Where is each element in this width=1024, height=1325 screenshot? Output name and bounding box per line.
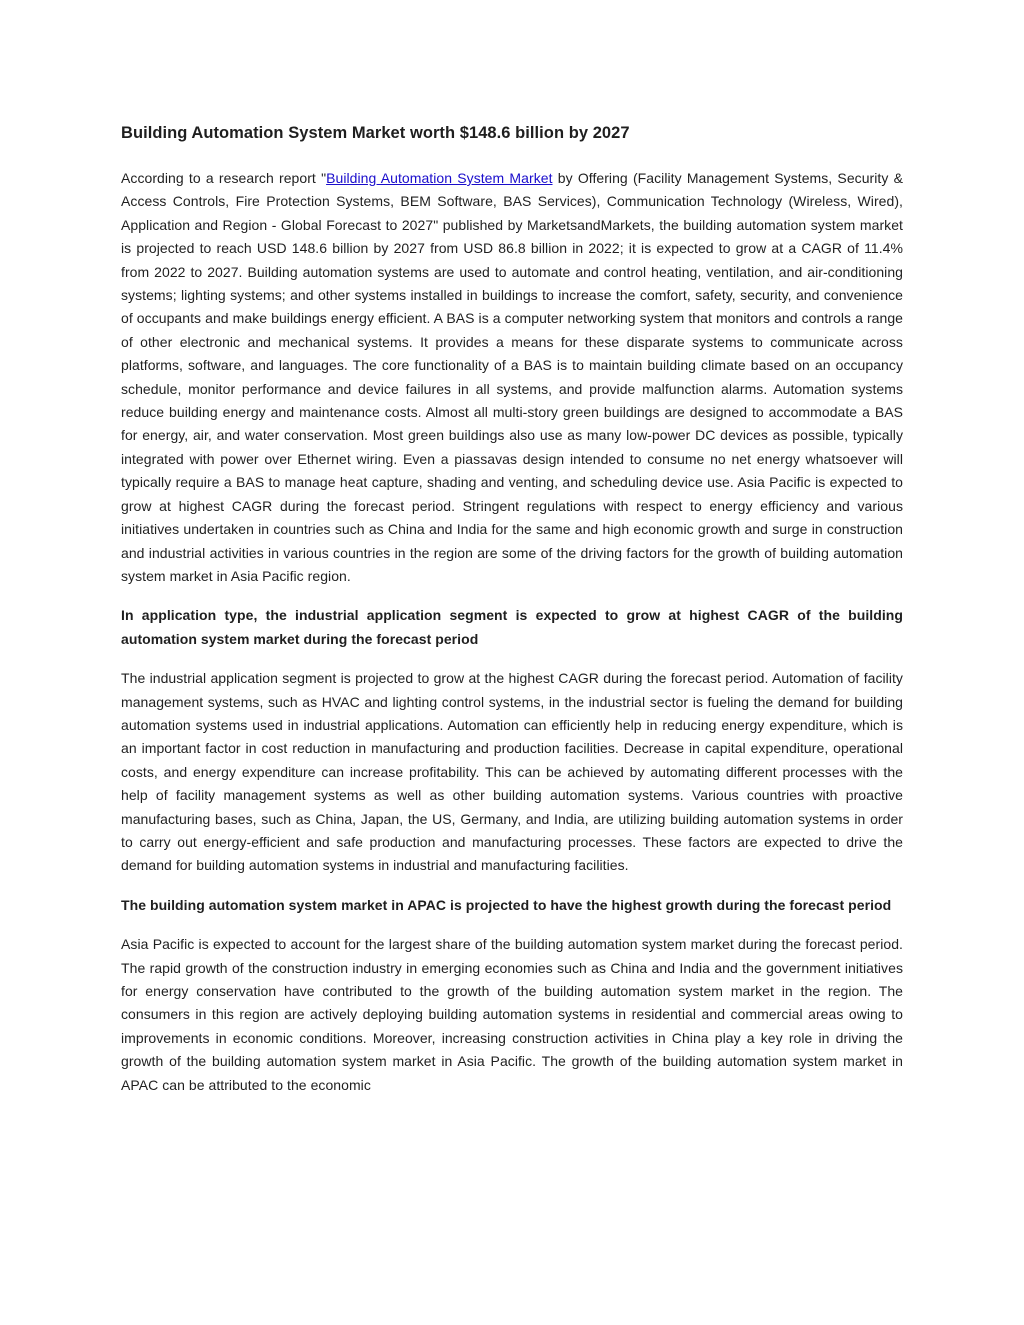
section-heading-industrial: In application type, the industrial application segment is expected to grow at highest CAGR of the building automation system market during the forecast period	[121, 607, 903, 647]
intro-text-after-link: by Offering (Facility Management Systems, Security & Access Controls, Fire Protection Systems, BEM Software, BAS Services), Communication Technology (Wireless, Wired), Application and Region - Global Forecast to 2027" published by MarketsandMarkets, the building automation system market is projected to reach USD 148.6 billion by 2027 from USD 86.8 billion in 2022; it is expected to grow at a CAGR of 11.4% from 2022 to 2027. Building automation systems are used to automate and control heating, ventilation, and air-conditioning systems; lighting systems; and other systems installed in buildings to increase the comfort, safety, security, and convenience of occupants and make buildings energy efficient. A BAS is a computer networking system that monitors and controls a range of other electronic and mechanical systems. It provides a means for these disparate systems to communicate across platforms, software, and languages. The core functionality of a BAS is to maintain building climate based on an occupancy schedule, monitor performance and device failures in all systems, and provide malfunction alarms. Automation systems reduce building energy and maintenance costs. Almost all multi-story green buildings are designed to accommodate a BAS for energy, air, and water conservation. Most green buildings also use as many low-power DC devices as possible, typically integrated with power over Ethernet wiring. Even a piassavas design intended to consume no net energy whatsoever will typically require a BAS to manage heat capture, shading and venting, and scheduling device use. Asia Pacific is expected to grow at highest CAGR during the forecast period. Stringent regulations with respect to energy efficiency and various initiatives undertaken in countries such as China and India for the same and high economic growth and surge in construction and industrial activities in various countries in the region are some of the driving factors for the growth of building automation system market in Asia Pacific region.	[121, 170, 903, 584]
document-title: Building Automation System Market worth $148.6 billion by 2027	[121, 124, 630, 142]
market-report-link[interactable]: Building Automation System Market	[326, 170, 553, 186]
intro-text-before-link: According to a research report "	[121, 170, 327, 186]
section-body-industrial: The industrial application segment is projected to grow at the highest CAGR during the forecast period. Automation of facility management systems, such as HVAC and lighting control systems, in the industrial sector is fueling the demand for building automation systems used in industrial applications. Automation can efficiently help in reducing energy expenditure, which is an important factor in cost reduction in manufacturing and production facilities. Decrease in capital expenditure, operational costs, and energy expenditure can increase profitability. This can be achieved by automating different processes with the help of facility management systems as well as other building automation systems. Various countries with proactive manufacturing bases, such as China, Japan, the US, Germany, and India, are utilizing building automation systems in order to carry out energy-efficient and safe production and manufacturing processes. These factors are expected to drive the demand for building automation systems in industrial and manufacturing facilities.	[121, 670, 903, 874]
intro-paragraph	[121, 167, 903, 588]
section-heading-apac: The building automation system market in APAC is projected to have the highest growth during the forecast period	[121, 896, 892, 913]
section-body-apac: Asia Pacific is expected to account for the largest share of the building automation system market during the forecast period. The rapid growth of the construction industry in emerging economies such as China and India and the government initiatives for energy conservation have contributed to the growth of the building automation system market in the region. The consumers in this region are actively deploying building automation systems in residential and commercial areas owing to improvements in economic conditions. Moreover, increasing construction activities in China play a key role in driving the growth of the building automation system market in Asia Pacific. The growth of the building automation system market in APAC can be attributed to the economic	[121, 936, 903, 1093]
document-page	[121, 118, 903, 1113]
